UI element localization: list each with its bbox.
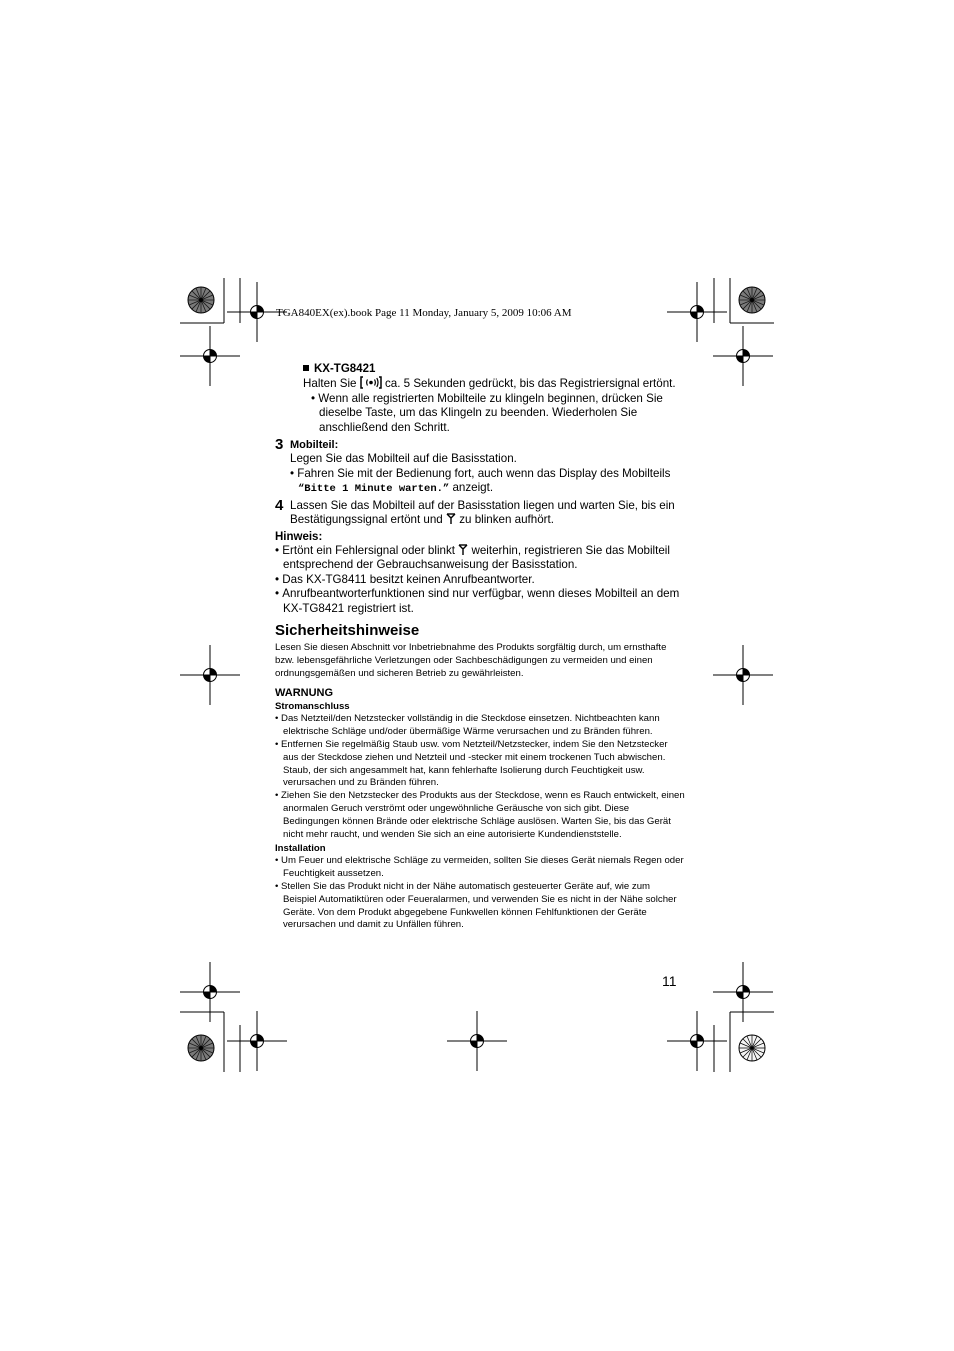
kx-bullet: • Wenn alle registrierten Mobilteile zu klingeln beginnen, drücken Sie dieselbe Taste, um das Klingeln zu beenden. Wiederholen Sie anschließend den Schritt.	[311, 391, 663, 434]
note-item: • Ertönt ein Fehlersignal oder blinkt weiterhin, registrieren Sie das Mobilteil entsprechend der Gebrauchsanweisung der Basisstation.	[275, 543, 670, 571]
square-bullet-icon	[303, 365, 309, 371]
step-number: 3	[275, 436, 284, 453]
power-heading: Stromanschluss	[275, 701, 350, 713]
display-message: “Bitte 1 Minute warten.”	[298, 483, 450, 495]
safety-intro: Lesen Sie diesen Abschnitt vor Inbetriebnahme des Produkts sorgfältig durch, um ernsthafte bzw. lebensgefährliche Verletzungen oder Sachbeschädigungen zu vermeiden und einen ordnungsgemäßen und sicheren Betrieb zu gewährleisten.	[275, 642, 667, 679]
safety-item: • Um Feuer und elektrische Schläge zu vermeiden, sollten Sie dieses Gerät niemals Regen oder Feuchtigkeit aussetzen.	[275, 855, 684, 880]
step-bullet: • Fahren Sie mit der Bedienung fort, auch wenn das Display des Mobilteils “Bitte 1 Minute warten.” anzeigt.	[290, 466, 671, 495]
safety-item: • Stellen Sie das Produkt nicht in der Nähe automatisch gesteuerter Geräte auf, wie zum Beispiel Automatiktüren oder Feueralarmen, und verwenden Sie es nicht in der Nähe solcher Geräte. Von dem Produkt abgegebene Funkwellen können Fehlfunktionen der Geräte verursachen und damit zu Unfällen führen.	[275, 880, 677, 931]
antenna-icon	[446, 513, 456, 525]
step-number: 4	[275, 496, 284, 514]
step-text: Legen Sie das Mobilteil auf die Basisstation.	[290, 452, 517, 465]
step-label: Mobilteil:	[290, 439, 339, 451]
warning-heading: WARNUNG	[275, 687, 334, 700]
step-3	[275, 438, 685, 497]
safety-item: • Ziehen Sie den Netzstecker des Produkts aus der Steckdose, wenn es Rauch entwickelt, einen anormalen Geruch verströmt oder ungewöhnliche Geräusche von sich gibt. Diese Bedingungen können Brände oder elektrische Schläge auslösen. Warten Sie, bis das Gerät nicht mehr raucht, und wenden Sie sich an eine autorisierte Kundendienststelle.	[275, 790, 685, 840]
kx-tg8421-section	[303, 362, 685, 435]
safety-item: • Entfernen Sie regelmäßig Staub usw. vom Netzteil/Netzstecker, indem Sie den Netzstecker aus der Steckdose ziehen und Netzteil und -stecker mit einem trockenen Tuch abwischen. Staub, der sich angesammelt hat, kann fehlerhafte Isolierung durch Feuchtigkeit usw. verursachen und zu Bränden führen.	[275, 738, 668, 789]
model-heading: KX-TG8421	[303, 362, 685, 376]
step-text: Lassen Sie das Mobilteil auf der Basisstation liegen und warten Sie, bis ein Bestätigungssignal ertönt und zu blinken aufhört.	[290, 498, 675, 526]
antenna-icon	[458, 544, 468, 556]
step-4	[275, 496, 685, 528]
note-item: • Anrufbeantworterfunktionen sind nur verfügbar, wenn dieses Mobilteil an dem KX-TG8421 registriert ist.	[275, 587, 680, 615]
note-heading: Hinweis:	[275, 530, 323, 543]
safety-item: • Das Netzteil/den Netzstecker vollständig in die Steckdose einsetzen. Nichtbeachten kann elektrische Schläge und/oder übermäßige Wärme verursachen und zu Bränden führen.	[275, 713, 660, 738]
installation-heading: Installation	[275, 843, 326, 855]
kx-instruction: Halten Sie ca. 5 Sekunden gedrückt, bis das Registriersignal ertönt.	[303, 377, 676, 390]
page-number: 11	[662, 973, 677, 989]
note-item: • Das KX-TG8411 besitzt keinen Anrufbeantworter.	[275, 572, 535, 586]
safety-heading: Sicherheitshinweise	[275, 622, 420, 639]
book-info-header: TGA840EX(ex).book Page 11 Monday, January 5, 2009 10:06 AM	[276, 307, 572, 319]
locator-key-icon	[360, 376, 382, 389]
page-content	[275, 362, 685, 932]
